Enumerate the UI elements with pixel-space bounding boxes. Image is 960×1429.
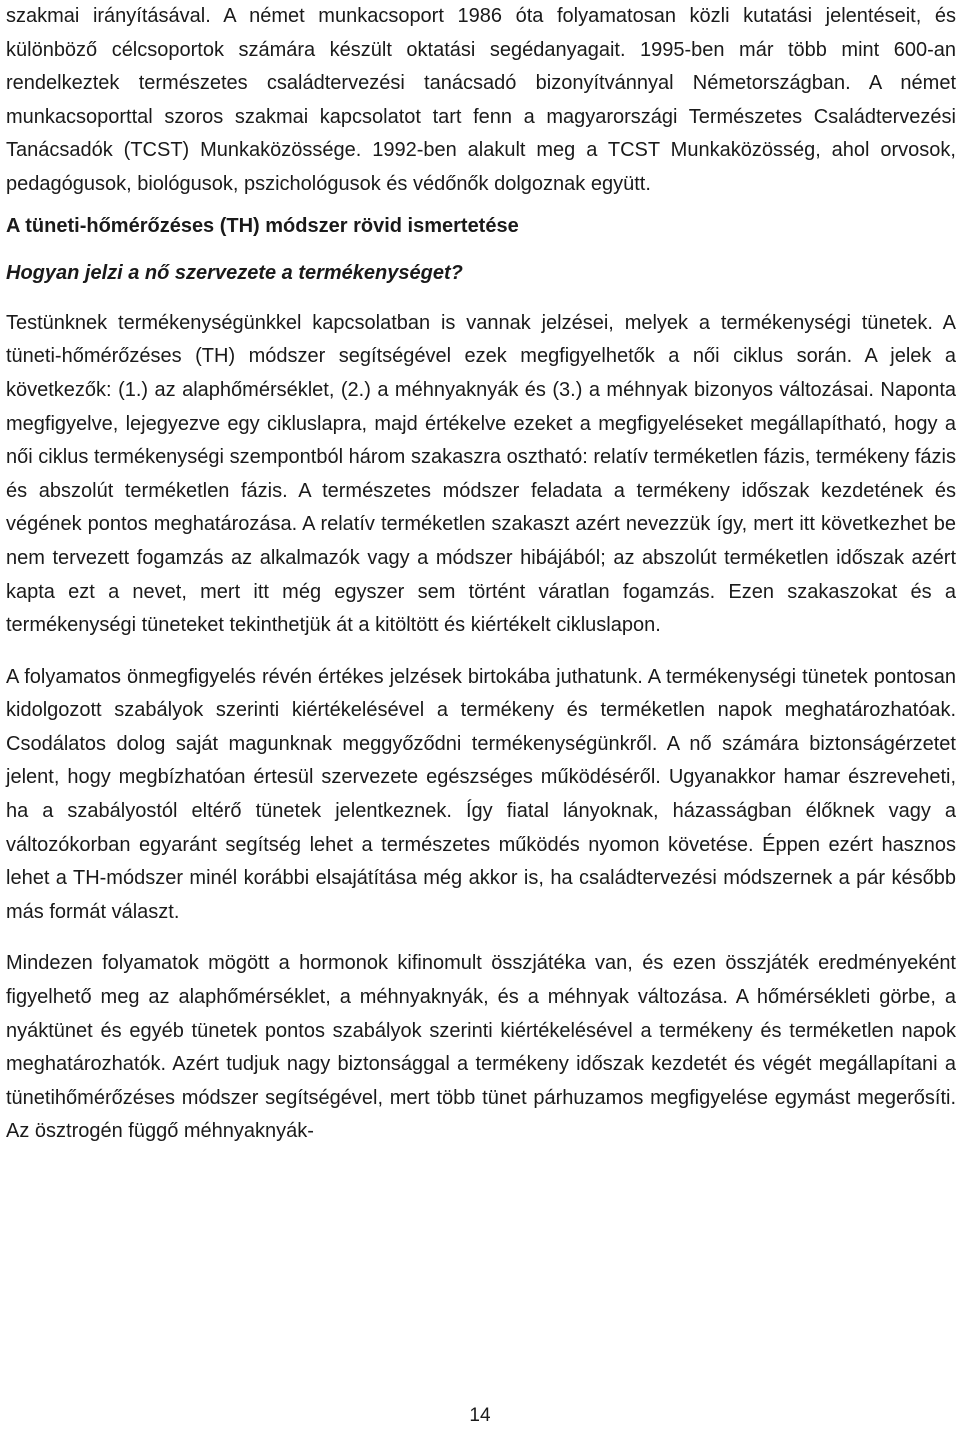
intro-sentence-history: szakmai irányításával. A német munkacsoport 1986 óta folyamatosan közli kutatási jelentéseit, és különböző célcsoportok számára készült oktatási segédanyagait. 1995-ben már több mint 600-an rendelkeztek természetes családtervezési tanácsadó bizonyítvánnyal Németországban. [6,5,956,95]
paragraph-fertility-signs: Testünknek termékenységünkkel kapcsolatban is vannak jelzései, melyek a termékenységi tünetek. A tüneti-hőmérőzéses (TH) módszer segítségével ezek megfigyelhetők a női ciklus során. A jelek a következők: (1.) az alaphőmérséklet, (2.) a méhnyaknyák és (3.) a méhnyak bizonyos változásai. Naponta megfigyelve, lejegyezve egy cikluslapra, majd értékelve ezeket a megfigyeléseket megállapítható, hogy a női ciklus termékenységi szempontból három szakaszra osztható: relatív terméketlen fázis, termékeny fázis és abszolút terméketlen fázis. A természetes módszer feladata a termékeny időszak kezdetének és végének pontos meghatározása. A relatív terméketlen szakaszt azért nevezzük így, mert itt következhet be nem tervezett fogamzás az alkalmazók vagy a módszer hibájából; az abszolút terméketlen időszak azért kapta ezt a nevet, mert itt még egyszer sem történt váratlan fogamzás. Ezen szakaszokat és a termékenységi tüneteket tekinthetjük át a kitöltött és kiértékelt cikluslapon. [6,311,956,637]
paragraph-intro [6,0,956,202]
document-page [6,0,956,1149]
paragraph-hormones: Mindezen folyamatok mögött a hormonok kifinomult összjátéka van, és ezen összjáték eredményeként figyelhető meg az alaphőmérséklet, a méhnyaknyák, és a méhnyak változása. A hőmérsékleti görbe, a nyáktünet és egyéb tünetek pontos szabályok szerinti kiértékelésével a termékeny és terméketlen napok meghatározhatók. Azért tudjuk nagy biztonsággal a termékeny időszak kezdetét és végét megállapítani a tünetihőmérőzéses módszer segítségével, mert több tünet párhuzamos megfigyelése egymást megerősíti. Az ösztrogén függő méhnyaknyák- [6,952,956,1143]
paragraph-self-observation: A folyamatos önmegfigyelés révén értékes jelzések birtokába juthatunk. A termékenységi tünetek pontosan kidolgozott szabályok szerinti kiértékelésével a termékeny és terméketlen napok meghatározhatóak. Csodálatos dolog saját magunknak meggyőződni termékenységünkről. A nő számára biztonságérzetet jelent, hogy megbízhatóan értesül szervezete egészséges működéséről. Ugyanakkor hamar észreveheti, ha a szabályostól eltérő tünetek jelentkeznek. Így fiatal lányoknak, házasságban élőknek vagy a változókorban egyaránt segítség lehet a természetes működés nyomon követése. Éppen ezért hasznos lehet a TH-módszer minél korábbi elsajátítása még akkor is, ha családtervezési módszernek a pár később más formát választ. [6,665,956,923]
intro-sentence-founding: 1992-ben alakult meg a TCST Munkaközösség, ahol orvosok, pedagógusok, biológusok, pszichológusok és védőnők dolgoznak együtt. [6,139,956,195]
page-number: 14 [469,1405,491,1426]
intro-sentence-partnership: A német munkacsoporttal szoros szakmai kapcsolatot tart fenn a magyarországi Természetes Családtervezési Tanácsadók (TCST) Munkaközössége. [6,72,957,162]
section-subheading: Hogyan jelzi a nő szervezete a termékenységet? [6,262,463,285]
section-heading: A tüneti-hőmérőzéses (TH) módszer rövid ismertetése [6,214,519,237]
